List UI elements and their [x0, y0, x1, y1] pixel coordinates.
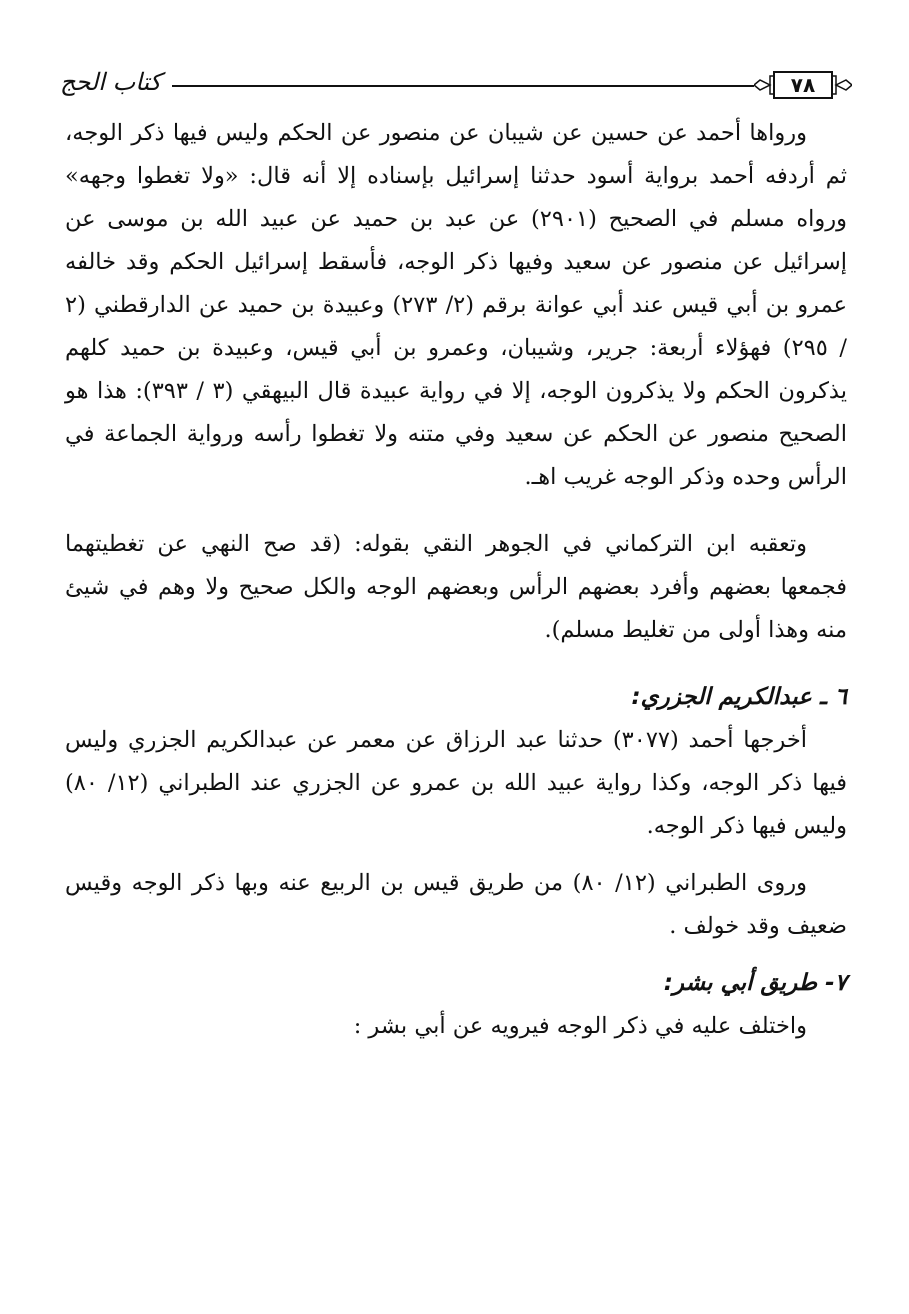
section-heading: ٧- طريق أبي بشر:	[663, 970, 847, 996]
paragraph: ورواها أحمد عن حسين عن شيبان عن منصور عن الحكم وليس فيها ذكر الوجه، ثم أردفه أحمد برواية أسود حدثنا إسرائيل بإسناده إلا أنه قال: «ولا تغطوا وجهه» ورواه مسلم في الصحيح (٢٩٠١) عن عبد بن حميد عن عبيد الله بن موسى عن إسرائيل عن منصور عن سعيد وفيها ذكر الوجه، فأسقط إسرائيل الحكم وقد خالفه عمرو بن أبي قيس عند أبي عوانة برقم (٢/ ٢٧٣) وعبيدة بن حميد عن الدارقطني (٢ / ٢٩٥) فهؤلاء أربعة: جرير، وشيبان، وعمرو بن أبي قيس، وعبيدة بن حميد كلهم يذكرون الحكم ولا يذكرون الوجه، إلا في رواية عبيدة قال البيهقي (٣ / ٣٩٣): هذا هو الصحيح منصور عن الحكم عن سعيد وفي متنه ولا تغطوا رأسه ورواية الجماعة في الرأس وحده وذكر الوجه غريب اهـ.	[65, 120, 848, 490]
page-number: ٧٨	[790, 73, 816, 97]
page-header	[52, 68, 852, 112]
page-number-frame	[754, 70, 852, 100]
section-heading: ٦ ـ عبدالكريم الجزري:	[631, 684, 847, 710]
paragraph: أخرجها أحمد (٣٠٧٧) حدثنا عبد الرزاق عن معمر عن عبدالكريم الجزري وليس فيها ذكر الوجه، وكذا رواية عبيد الله بن عمرو عن الجزري عند الطبراني (١٢/ ٨٠) وليس فيها ذكر الوجه.	[65, 727, 847, 839]
paragraph: واختلف عليه في ذكر الوجه فيرويه عن أبي بشر :	[353, 1013, 807, 1039]
header-rule	[172, 85, 754, 87]
paragraph: وتعقبه ابن التركماني في الجوهر النقي بقوله: (قد صح النهي عن تغطيتهما فجمعها بعضهم وأفرد بعضهم الرأس وبعضهم الوجه والكل صحيح ولا وهم في شيئ منه وهذا أولى من تغليط مسلم).	[65, 531, 847, 643]
paragraph: وروى الطبراني (١٢/ ٨٠) من طريق قيس بن الربيع عنه وبها ذكر الوجه وقيس ضعيف وقد خولف .	[65, 870, 847, 939]
page-body	[65, 112, 847, 1048]
running-title: كتاب الحج	[60, 68, 162, 96]
